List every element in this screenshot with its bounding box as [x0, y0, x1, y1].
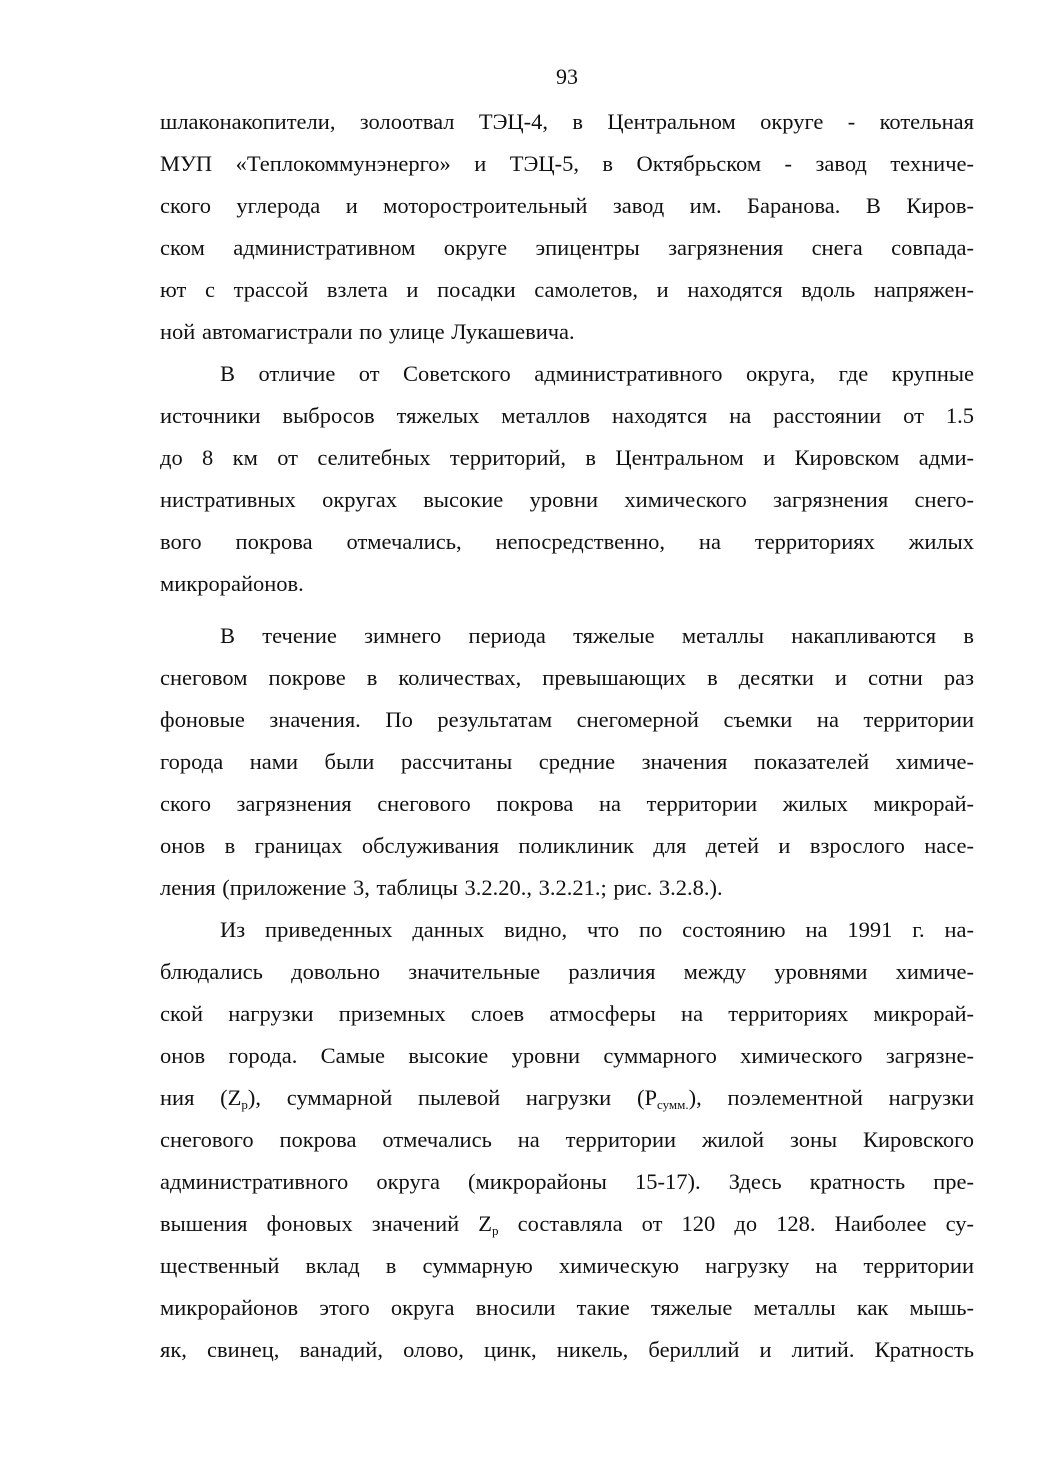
text-line: снегового покрова отмечались на территории жилой зоны Кировского — [160, 1127, 974, 1152]
text-line: онов в границах обслуживания поликлиник для детей и взрослого насе- — [160, 833, 974, 858]
text-line: источники выбросов тяжелых металлов находятся на расстоянии от 1.5 — [160, 403, 974, 428]
text-line: снеговом покрове в количествах, превышающих в десятки и сотни раз — [160, 665, 974, 690]
text-fragment: вышения фоновых значений Z — [160, 1211, 493, 1236]
text-line: ют с трассой взлета и посадки самолетов, и находятся вдоль напряжен- — [160, 277, 974, 302]
text-line: микрорайонов. — [160, 571, 304, 596]
text-line: вого покрова отмечались, непосредственно, на территориях жилых — [160, 529, 974, 554]
text-fragment: ния (Z — [160, 1085, 242, 1110]
text-line: до 8 км от селитебных территорий, в Центральном и Кировском адми- — [160, 445, 974, 470]
text-fragment: составляла от 120 до 128. Наиболее су- — [498, 1211, 975, 1236]
text-line: фоновые значения. По результатам снегомерной съемки на территории — [160, 707, 974, 732]
text-line-with-subscripts — [160, 1209, 974, 1239]
text-line: ского углерода и моторостроительный завод им. Баранова. В Киров- — [160, 193, 974, 218]
text-fragment: ), поэлементной нагрузки — [688, 1085, 974, 1110]
text-line: административного округа (микрорайоны 15-17). Здесь кратность пре- — [160, 1169, 974, 1194]
text-line: В течение зимнего периода тяжелые металлы накапливаются в — [220, 623, 974, 648]
text-line: ском административном округе эпицентры загрязнения снега совпада- — [160, 235, 974, 260]
text-fragment: ), суммарной пылевой нагрузки (P — [247, 1085, 657, 1110]
text-line-with-subscripts — [160, 1083, 974, 1113]
subscript: p — [492, 1223, 499, 1238]
text-line: города нами были рассчитаны средние значения показателей химиче- — [160, 749, 974, 774]
subscript: p — [241, 1097, 248, 1112]
text-line: ского загрязнения снегового покрова на территории жилых микрорай- — [160, 791, 974, 816]
text-line: ления (приложение 3, таблицы 3.2.20., 3.2.21.; рис. 3.2.8.). — [160, 875, 723, 900]
text-line: МУП «Теплокоммунэнерго» и ТЭЦ-5, в Октябрьском - завод техниче- — [160, 151, 974, 176]
text-line: ской нагрузки приземных слоев атмосферы на территориях микрорай- — [160, 1001, 974, 1026]
text-line: В отличие от Советского административного округа, где крупные — [220, 361, 974, 386]
page-number: 93 — [556, 64, 578, 89]
subscript: сумм. — [656, 1097, 689, 1112]
text-line: ной автомагистрали по улице Лукашевича. — [160, 319, 575, 344]
text-line: шлаконакопители, золоотвал ТЭЦ-4, в Центральном округе - котельная — [160, 109, 974, 134]
text-line: микрорайонов этого округа вносили такие тяжелые металлы как мышь- — [160, 1295, 974, 1320]
text-line: нистративных округах высокие уровни химического загрязнения снего- — [160, 487, 974, 512]
text-line: блюдались довольно значительные различия между уровнями химиче- — [160, 959, 974, 984]
text-line: онов города. Самые высокие уровни суммарного химического загрязне- — [160, 1043, 974, 1068]
text-line: як, свинец, ванадий, олово, цинк, никель, бериллий и литий. Кратность — [160, 1337, 974, 1362]
text-line: Из приведенных данных видно, что по состоянию на 1991 г. на- — [220, 917, 974, 942]
text-line: щественный вклад в суммарную химическую нагрузку на территории — [160, 1253, 974, 1278]
